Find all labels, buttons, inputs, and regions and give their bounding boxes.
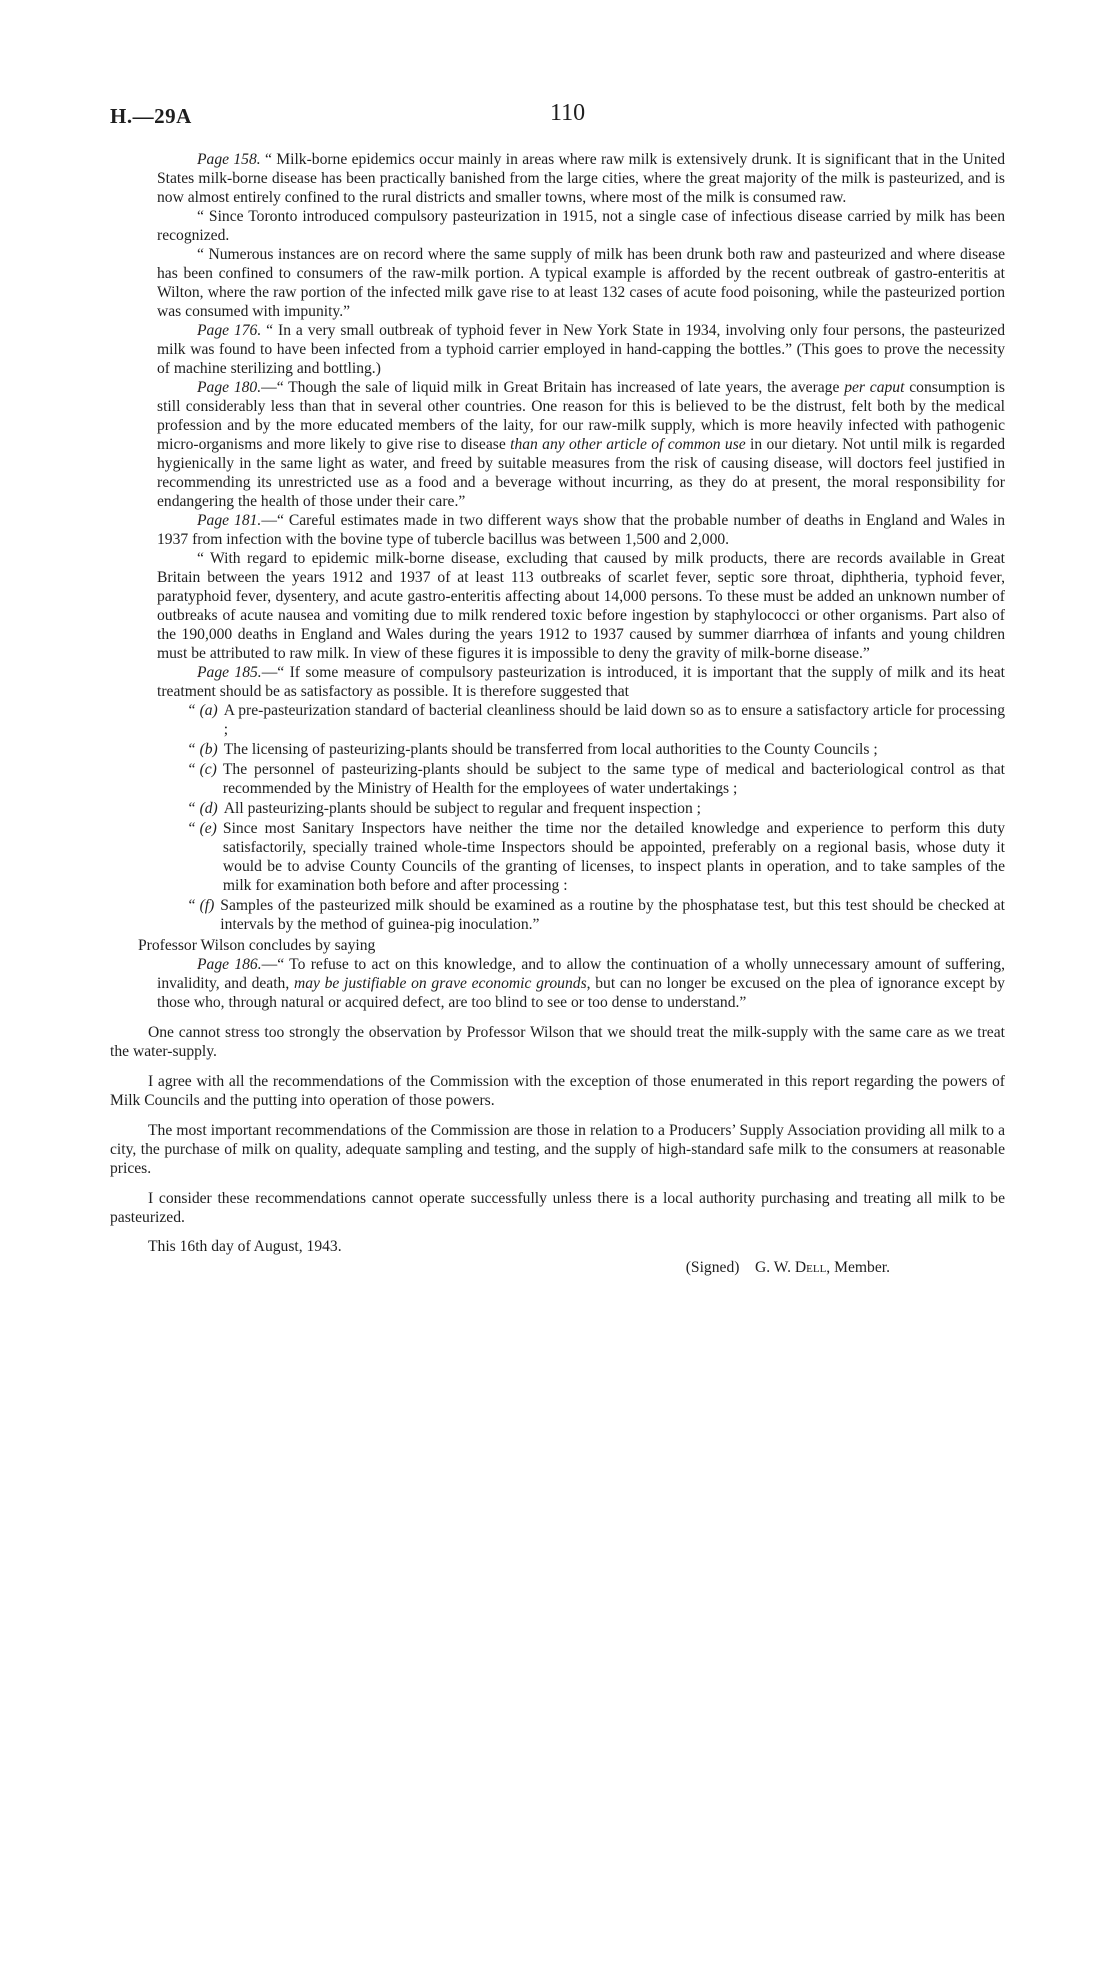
page-ref: Page 181. xyxy=(197,512,262,529)
body-paragraph: I agree with all the recommendations of the Commission with the exception of those enumerated in this report regarding the powers of Milk Councils and the putting into operation of those powers. xyxy=(110,1073,1005,1109)
italic-phrase: than any other article of common use xyxy=(510,436,746,453)
quote-text: —“ Though the sale of liquid milk in Great Britain has increased of late years, the average xyxy=(261,379,845,396)
list-marker: “ (d) xyxy=(187,800,218,817)
date-line: This 16th day of August, 1943. xyxy=(148,1238,342,1255)
list-item xyxy=(187,819,1005,895)
list-text: The personnel of pasteurizing-plants should be subject to the same type of medical and bacteriological control as that recommended by the Ministry of Health for the employees of water undertakings ; xyxy=(222,761,1005,797)
quote-instances: “ Numerous instances are on record where the same supply of milk has been drunk both raw and pasteurized and where disease has been confined to consumers of the raw-milk portion. A typical example is afforded by the recent outbreak of gastro-enteritis at Wilton, where the raw portion of the infected milk gave rise to at least 132 cases of acute food poisoning, while the pasteurized portion was consumed with impunity.” xyxy=(157,246,1005,320)
italic-phrase: per caput xyxy=(844,379,905,396)
quote-page-176 xyxy=(157,321,1005,378)
quote-toronto: “ Since Toronto introduced compulsory pasteurization in 1915, not a single case of infectious disease carried by milk has been recognized. xyxy=(157,208,1005,244)
quote-text: consumption is still considerably less than that in several other countries. One reason for this is believed to be the distrust, felt both by the medical profession and by the more educated members of the laity, for our raw-milk supply, which is more heavily infected with pathogenic micro-organisms and more likely to give rise to disease xyxy=(157,379,1005,453)
quote-page-158 xyxy=(157,150,1005,207)
wilson-intro: Professor Wilson concludes by saying xyxy=(138,937,376,954)
quote-text: —“ If some measure of compulsory pasteurization is introduced, it is important that the supply of milk and its heat treatment should be as satisfactory as possible. It is therefore suggested that xyxy=(157,664,1005,700)
wilson-conclusion-block xyxy=(157,955,1005,1012)
signature xyxy=(110,1258,1005,1277)
list-item xyxy=(187,701,1005,739)
signed-label: (Signed) xyxy=(685,1259,740,1276)
list-item xyxy=(187,740,1005,759)
body-paragraph: I consider these recommendations cannot operate successfully unless there is a local authority purchasing and treating all milk to be pasteurized. xyxy=(110,1190,1005,1226)
page-ref: Page 180. xyxy=(197,379,262,396)
signatory-name: G. W. Dell, xyxy=(755,1259,831,1276)
signatory-role: Member. xyxy=(834,1259,890,1276)
page-content xyxy=(110,150,1005,1277)
quote-text: “ Milk-borne epidemics occur mainly in areas where raw milk is extensively drunk. It is significant that in the United States milk-borne disease has been practically banished from the large cities, where the great majority of the milk is pasteurized, and is now almost entirely confined to the rural districts and smaller towns, where most of the milk is consumed raw. xyxy=(157,151,1005,206)
page-ref: Page 186. xyxy=(197,956,262,973)
list-text: A pre-pasteurization standard of bacterial cleanliness should be laid down so as to ensure a satisfactory article for processing ; xyxy=(223,702,1005,738)
quote-text: —“ To refuse to act on this knowledge, and to allow the continuation of a wholly unnecessary amount of suffering, invalidity, and death, xyxy=(157,956,1005,992)
list-text: All pasteurizing-plants should be subject to regular and frequent inspection ; xyxy=(223,800,701,817)
quote-text: “ In a very small outbreak of typhoid fever in New York State in 1934, involving only four persons, the pasteurized milk was found to have been infected from a typhoid carrier employed in hand-capping the bottles.” (This goes to prove the necessity of machine sterilizing and bottling.) xyxy=(157,322,1005,377)
quote-text: in our dietary. Not until milk is regarded hygienically in the same light as water, and freed by suitable measures from the risk of causing disease, will doctors feel justified in recommending its unrestricted use as a food and a beverage without incurring, as they do at present, the moral responsibility for endangering the health of those under their care.” xyxy=(157,436,1005,510)
list-text: Since most Sanitary Inspectors have neither the time nor the detailed knowledge and experience to perform this duty satisfactorily, specially trained whole-time Inspectors should be appointed, preferably on a regional basis, whose duty it would be to advise County Councils of the granting of licenses, to inspect plants in operation, and to take samples of the milk for examination both before and after processing : xyxy=(222,820,1005,894)
quote-page-180 xyxy=(157,378,1005,511)
list-marker: “ (f) xyxy=(187,897,215,914)
page-ref: Page 176. xyxy=(197,322,262,339)
recommendation-list xyxy=(157,701,1005,934)
list-text: Samples of the pasteurized milk should be examined as a routine by the phosphatase test, but this test should be checked at intervals by the method of guinea-pig inoculation.” xyxy=(220,897,1005,933)
quote-text: , but can no longer be excused on the plea of ignorance except by those who, through natural or acquired defect, are too blind to see or too dense to understand.” xyxy=(157,975,1005,1011)
quote-page-181 xyxy=(157,511,1005,549)
body-paragraph: One cannot stress too strongly the observation by Professor Wilson that we should treat the milk-supply with the same care as we treat the water-supply. xyxy=(110,1024,1005,1060)
page-ref: Page 158. xyxy=(197,151,261,168)
page-ref: Page 185. xyxy=(197,664,262,681)
list-text: The licensing of pasteurizing-plants should be transferred from local authorities to the County Councils ; xyxy=(223,741,878,758)
page-header xyxy=(110,100,1000,130)
quote-epidemic: “ With regard to epidemic milk-borne disease, excluding that caused by milk products, there are records available in Great Britain between the years 1912 and 1937 of at least 113 outbreaks of scarlet fever, septic sore throat, diphtheria, typhoid fever, paratyphoid fever, dysentery, and acute gastro-enteritis affecting about 14,000 persons. To these must be added an unknown number of outbreaks of acute nausea and vomiting due to milk rendered toxic before ingestion by staphylococci or other organisms. Part also of the 190,000 deaths in England and Wales during the years 1912 to 1937 caused by summer diarrhœa of infants and young children must be attributed to raw milk. In view of these figures it is impossible to deny the gravity of milk-borne disease.” xyxy=(157,550,1005,662)
list-marker: “ (c) xyxy=(187,761,217,778)
list-marker: “ (a) xyxy=(187,702,218,719)
list-item xyxy=(187,799,1005,818)
quote-page-185 xyxy=(157,663,1005,701)
quote-page-186 xyxy=(157,955,1005,1012)
list-item xyxy=(187,760,1005,798)
quote-text: —“ Careful estimates made in two different ways show that the probable number of deaths in England and Wales in 1937 from infection with the bovine type of tubercle bacillus was between 1,500 and 2,000. xyxy=(157,512,1005,548)
document-code: H.—29A xyxy=(110,104,192,128)
list-marker: “ (b) xyxy=(187,741,218,758)
wilson-quotation-block xyxy=(157,150,1005,934)
page-number: 110 xyxy=(550,100,586,126)
body-paragraph: The most important recommendations of the Commission are those in relation to a Producers’ Supply Association providing all milk to a city, the purchase of milk on quality, adequate sampling and testing, and the supply of high-standard safe milk to the consumers at reasonable prices. xyxy=(110,1122,1005,1177)
list-marker: “ (e) xyxy=(187,820,217,837)
italic-phrase: may be justifiable on grave economic grounds xyxy=(293,975,587,992)
list-item xyxy=(187,896,1005,934)
